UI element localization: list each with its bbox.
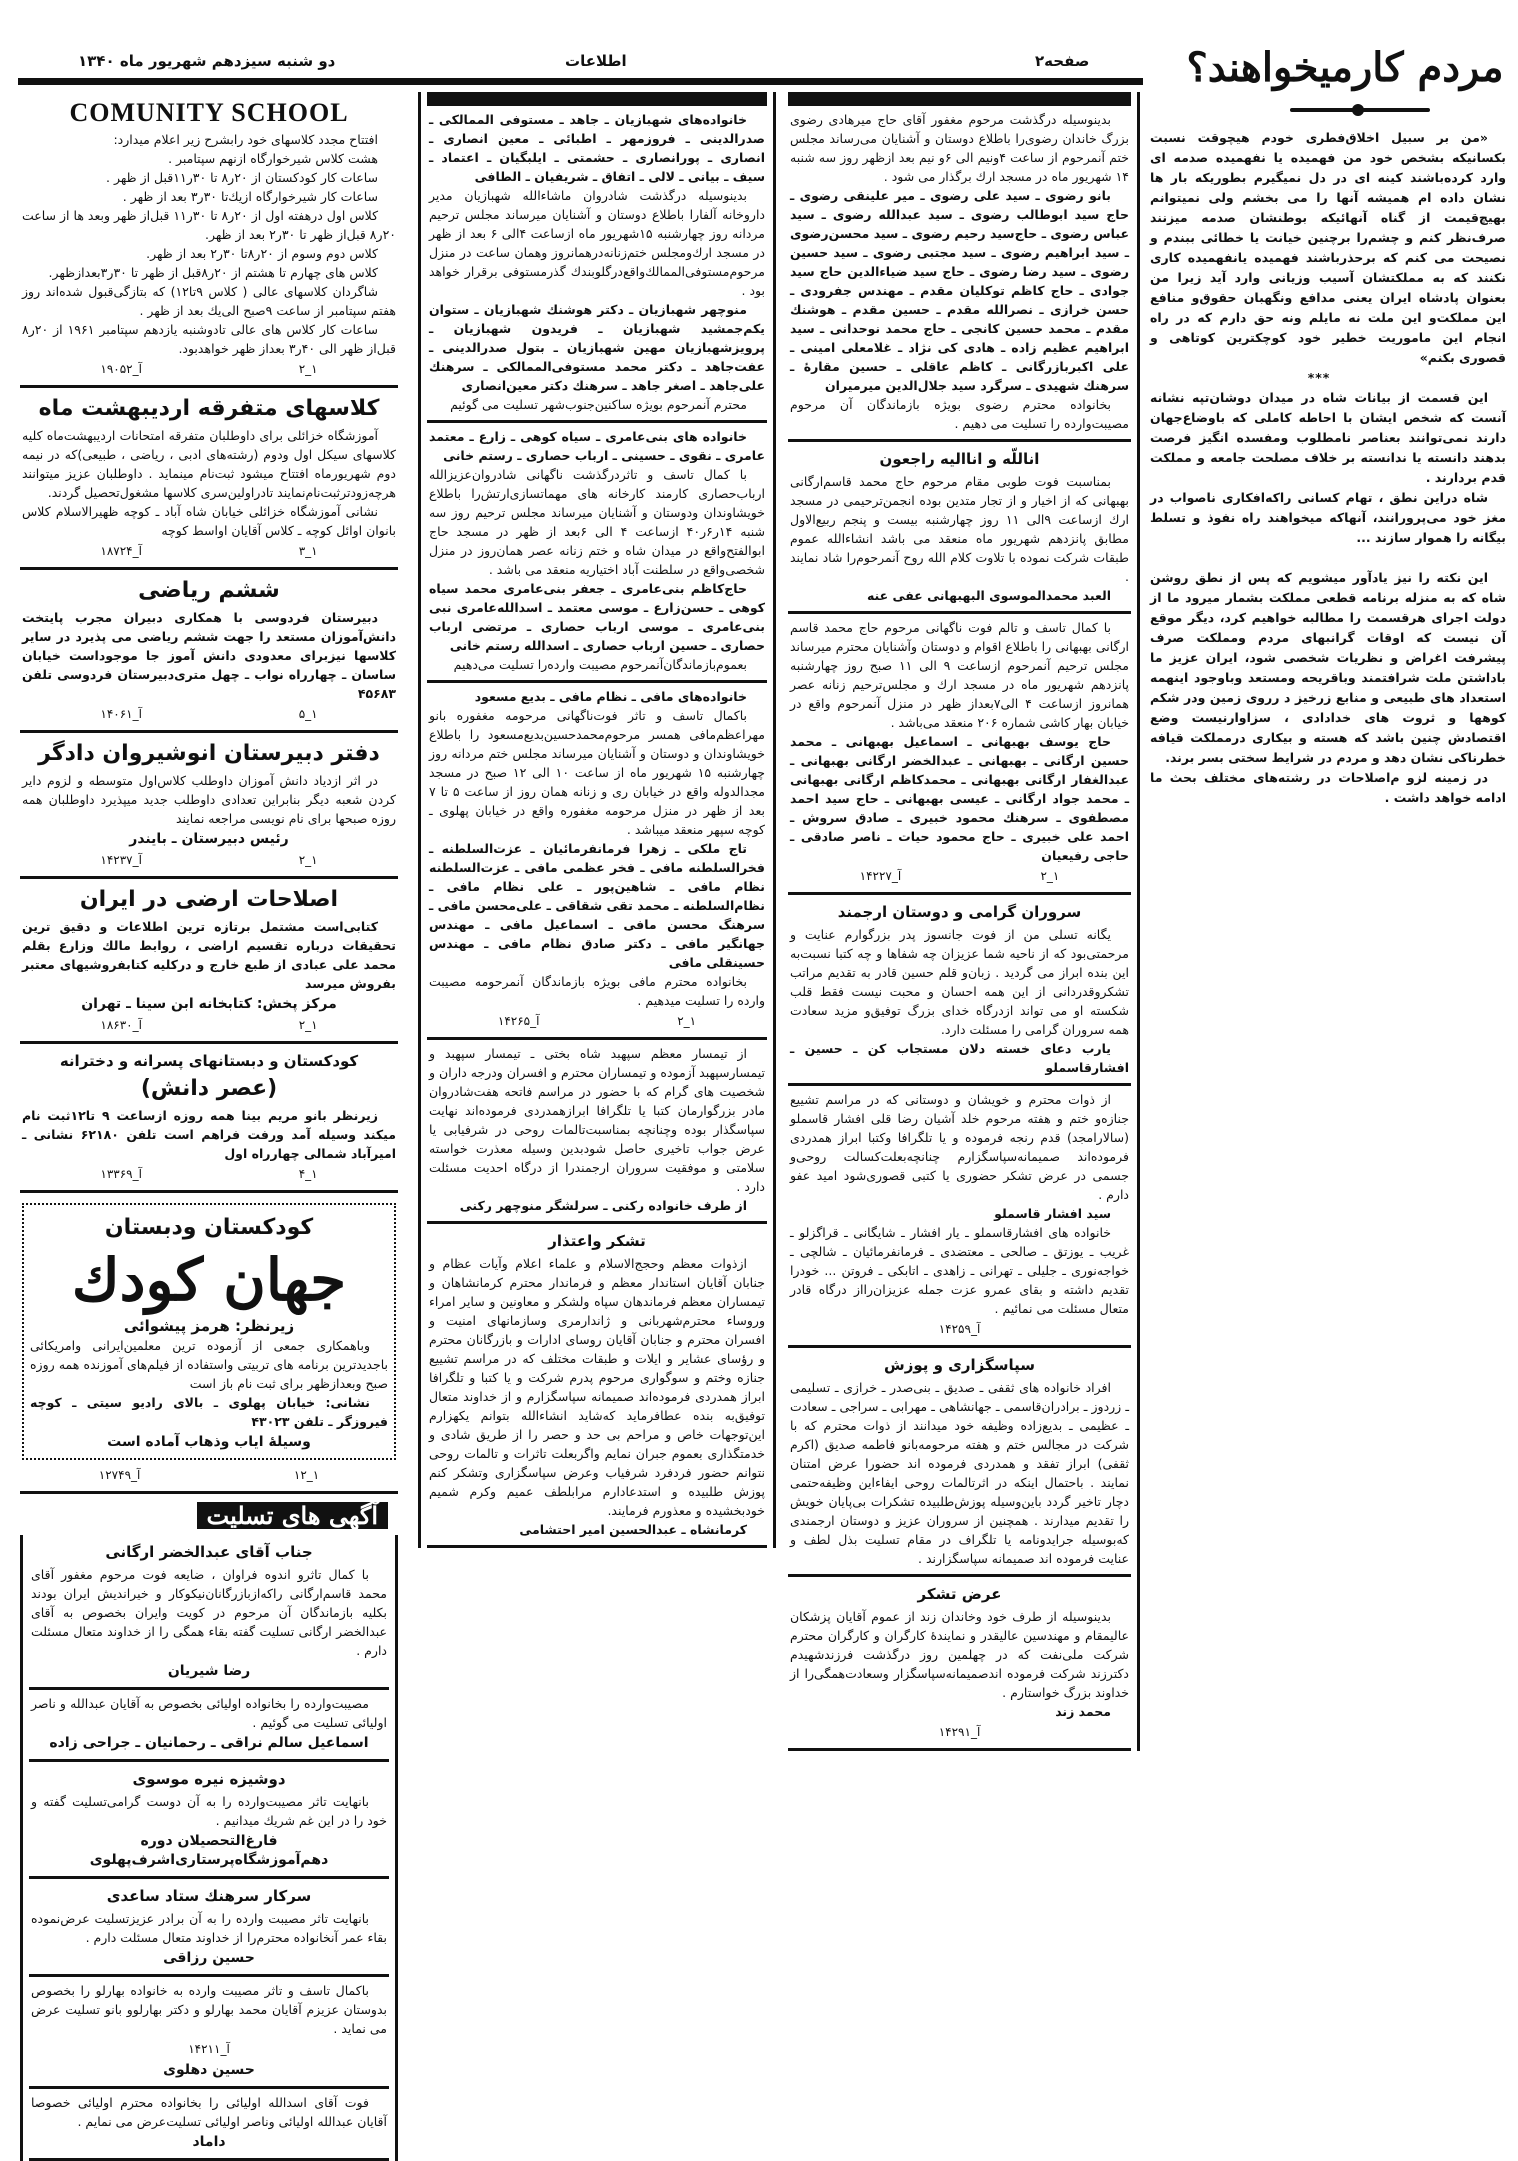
notice-body: با کمال تاسف و تالم فوت ناگهانی مرحوم حاج محمد قاسم ارگانی بهبهانی را باطلاع اقوام و دوستان وآشنایان محترم میرساند مجلس ترحیم آنمرحوم ازساعت ۹ الی ۱۱ صبح روز چهارشنبه پانزدهم شهریور ماه در مسجد ارك و مجلس‌ترحیم زنانه عصر همانروز ازساعت ۴ الی۷بعداز ظهر در منزل آنمرحوم واقع در خیابان بهار کاشی شماره ۲۰۶ منعقد می‌باشد .: [790, 620, 1129, 730]
ad-series: ۱_۴: [298, 1167, 318, 1181]
notice-signatories: حاج یوسف بهبهانی ـ اسماعیل بهبهانی ـ محمد حسین ارگانی ـ بهبهانی ـ عبدالخضر ارگانی بهبهانی ـ عبدالغفار ارگانی بهبهانی ـ محمدکاظم ارگانی بهبهانی ـ محمد جواد ارگانی ـ عیسی بهبهانی ـ حاج سید احمد مصطفوی ـ سرهنك محمود خبیری ـ صادق سروش ـ احمد علی خبیری ـ حاج محمود حیات ـ ناصر صادقی ـ حاجی رفیعیان: [790, 734, 1129, 863]
ad-title: جهان کودك: [71, 1246, 347, 1314]
ad-transport: وسیلهٔ ایاب وذهاب آماده است: [107, 1434, 311, 1450]
notice-body: با کمال تاسف و تاثردرگذشت ناگهانی شادروان‌عزیزالله ارباب‌حصاری کارمند کارخانه های مهماتسازی‌ارتش‌را باطلاع خویشاوندان ودوستان و آشنایان میرساند مجلس ترحیم روز سه شنبه ۱۴ر۶ر۴۰ ازساعت ۴ الی ۶بعد از ظهر در مسجد حاج ابوالفتح‌واقع در میدان شاه و ختم زنانه عصر همان‌روز در منزل شخصی‌واقع در سلطنت آباد اختیاریه منعقد می باشد .: [429, 467, 765, 577]
ad-line: ساعات کار شیرخوارگاه ازیك‌تا ۳۰ر۳ بعد از ظهر .: [122, 189, 378, 204]
ad-subtitle: (عصر دانش): [140, 1076, 278, 1101]
ad-title: کلاسهای متفرقه اردیبهشت ماه: [38, 396, 380, 421]
condolence-body: با کمال تاثرو اندوه فراوان ، ضایعه فوت مرحوم مغفور آقای محمد قاسم‌ارگانی راکه‌ازبازرگانان‌نیکوکار و خیراندیش ایران بودند بکلیه بازماندگان آن مرحوم در کویت وایران بخصوص به آقای عبدالخضر ارگانی تسلیت گفته بقاء همگی را از خداوند متعال مسئلت دارم .: [31, 1567, 387, 1658]
ad-series: ۱_۱۲: [293, 1468, 320, 1482]
ad-codes: [22, 705, 396, 724]
notice-closing: بخانواده محترم رضوی بویژه بازماندگان آن مرحوم مصیبت‌وارده را تسلیت می دهیم .: [790, 397, 1129, 431]
ad-codes: [790, 867, 1129, 886]
ornament-divider-icon: [1290, 108, 1430, 112]
condolence-banner-wrap: [20, 1494, 398, 1535]
notice: [788, 895, 1131, 1086]
notice: [427, 1224, 767, 1548]
notice-title: تشکر واعتذار: [548, 1232, 646, 1250]
ad-codes: [22, 1165, 396, 1184]
condolence-body: بانهایت تاثر مصیبت‌وارده را به آن دوست گرامی‌تسلیت گفته و خود را در این غم شریك میدانیم .: [31, 1794, 387, 1828]
ad-ordibehesht-classes: [20, 388, 398, 570]
ad-distributor: مرکز پخش: کتابخانه ابن سینا ـ تهران: [81, 996, 337, 1012]
newspaper-name: اطلاعات: [565, 52, 627, 70]
notice-body: افراد خانواده های ثقفی ـ صدیق ـ بنی‌صدر ـ خرازی ـ تسلیمی ـ زردوز ـ برادران‌قاسمی ـ جهانشاهی ـ مهرابی ـ سراجی ـ سعادت ـ عظیمی ـ بدیع‌زاده وظیفه خود میدانند از ذوات محترم که با شرکت در مجالس ختم و هفته مرحومه‌بانو فاطمه صدیق (اکرم ثقفی) ابراز تفقد و همدردی فرموده اند حضورا عرض امتنان نمایند . باحتمال اینکه در اثرتالمات روحی ایفاءاین وظیفه‌حتمی دچار تاخیر گردد باین‌وسیله پوزش‌طلبیده تشکرات بی‌پایان خویش را تقدیم میدارند . همچنین از سروران عزیز و دوستان ارجمندی که‌بوسیله جرایدونامه یا تلگراف در مقام تسلیت بذل لطف و عنایت فرموده اند صمیمانه سپاسگزارند .: [790, 1380, 1129, 1566]
ad-address: نشانی آموزشگاه خزائلی خیابان شاه آباد ـ کوچه ظهیرالاسلام کلاس بانوان اوائل کوچه ـ کلاس آقایان اواسط کوچه: [22, 504, 396, 538]
ad-series: ۱_۲: [298, 853, 318, 867]
ad-line: شاگردان کلاسهای عالی ( کلاس ۹تا۱۲) که بتازگی‌قبول شده‌اند روز هفتم سپتامبر از ساعت ۹صبح الی‌یك بعد از ظهر .: [22, 284, 396, 318]
notice-signatories: از طرف خانواده رکنی ـ سرلشگر منوچهر رکنی: [459, 1198, 747, 1213]
condolence-notice: [29, 1690, 389, 1762]
condolence-body: باکمال تاسف و تاثر مصیبت وارده به خانواده بهارلو را بخصوص بدوستان عزیزم آقایان محمد بهارلو و دکتر بهارلوو بانو تسلیت عرض می نماید .: [31, 1983, 387, 2036]
ad-signature: رئیس دبیرستان ـ بایندر: [129, 831, 289, 847]
notice-body: بدینوسیله از طرف خود وخاندان زند از عموم آقایان پزشکان عالیمقام و مهندسین عالیقدر و نمایندهٔ کارگران و کارگران محترم شرکت ملی‌نفت که در چهلمین روز درگذشت فرزندشهیدم دکترزند شرکت فرموده اندصمیمانه‌سپاسگزار وسعادت‌همگی‌را از خداوند بزرگ خواستارم .: [790, 1609, 1129, 1700]
condolence-signature: رضا شیریان: [167, 1663, 251, 1679]
ad-codes: [790, 1320, 1129, 1339]
condolence-notice: [29, 1762, 389, 1879]
ad-body: آموزشگاه خزائلی برای داوطلبان متفرقه امتحانات اردیبهشت‌ماه کلیه کلاسهای سیکل اول ودوم (رشته‌های ادبی ، ریاضی ، طبیعی)که در نیمه دوم شهریورماه افتتاح میشود ثبت‌نام مینماید . داوطلبان عزیز میتوانند هرچه‌زودترثبت‌نام‌نمایند تادراولین‌سری کلاسها مشغول‌تحصیل گردند.: [22, 428, 396, 500]
notice-closing: بعموم‌بازماندگان‌آنمرحوم مصیبت وارده‌را تسلیت می‌دهیم: [453, 657, 747, 672]
ad-code: آ_۱۳۳۶۹: [100, 1167, 142, 1181]
ad-codes: [22, 851, 396, 870]
ad-body: دبیرستان فردوسی با همکاری دبیران مجرب پایتخت دانش‌آموزان مستعد را جهت ششم ریاضی می پذیرد در سایر کلاسها نیزبرای معدودی دانش آموز جا موجوداست خیابان ساسان ـ چهارراه نواب ـ چهل متری‌دبیرستان فردوسی تلفن ۴۵۶۸۳: [22, 610, 396, 701]
notice-closing: خانواده های افشارقاسملو ـ یار افشار ـ شایگانی ـ قراگزلو ـ غریب ـ یوزتق ـ صالحی ـ معتضدی ـ فرمانفرمائیان ـ شالچی ـ خواجه‌نوری ـ جلیلی ـ تهرانی ـ زاهدی ـ اتابکی ـ فروتن ... خودرا تقدیم داشته و بقای عمرو عزت جمله عزیزان‌رااز درگاه قادر متعال مسئلت می نمائیم .: [790, 1225, 1129, 1316]
condolence-body: فوت آقای اسدالله اولیائی را بخانواده محترم اولیائی خصوصا آقایان عبدالله اولیائی وناصر اولیائی تسلیت‌عرض می نمایم .: [31, 2095, 387, 2129]
notice: [788, 1348, 1131, 1577]
ad-line: ساعات کار کلاس های عالی تادوشنبه یازدهم سپتامبر ۱۹۶۱ از ۲۰ر۸ قبل‌از ظهر الی ۴۰ر۳ بعداز ظهر خواهدبود.: [22, 322, 396, 356]
ad-series: ۱_۳: [298, 544, 318, 558]
condolence-title: سرکار سرهنك ستاد ساعدی: [106, 1887, 312, 1905]
ad-sixth-math: [20, 570, 398, 733]
ad-supervisor: زیرنظر: هرمز پیشوائی: [123, 1317, 295, 1335]
condolence-notice: [29, 2089, 389, 2161]
editorial-column: [1150, 128, 1506, 808]
notice-signatories: بانو رضوی ـ سید علی رضوی ـ میر علینقی رضوی ـ حاج سید ابوطالب رضوی ـ سید عبدالله رضوی ـ سید عباس رضوی ـ حاج‌سید رحیم رضوی ـ سید محسن‌رضوی ـ سید ابراهیم رضوی ـ سید مجتبی رضوی ـ سید حسین رضوی ـ سید رضا رضوی ـ حاج سید ضیاءالدین حاج سید جوادی ـ حاج کاظم توکلیان مقدم ـ مهندس جفرودی ـ حسن خرازی ـ نصرالله مقدم ـ حسین مقدم ـ هوشنك مقدم ـ محمد حسین کانجی ـ حاج محمد نوحدانی ـ سید ابراهیم عظیم زاده ـ هادی کی نژاد ـ غلامعلی امینی ـ علی اکبربازرگانی ـ کاظم عاقلی ـ حسین مقارهٔ ـ سرهنك شهیدی ـ سرگرد سید جلال‌الدین میرمیران: [790, 188, 1129, 393]
ad-code: آ_۱۹۰۵۲: [100, 362, 142, 376]
notices-column-3: [782, 92, 1140, 1751]
notice: [427, 683, 767, 1040]
notice: [427, 92, 767, 423]
ad-series: ۱_۲: [298, 1018, 318, 1032]
editorial-paragraph: ***: [1307, 370, 1331, 385]
ad-code: آ_۱۴۲۹۱: [938, 1725, 981, 1739]
notice: [788, 614, 1131, 895]
ad-body: زیرنظر بانو مریم بینا همه روزه ازساعت ۹ تا۱۲ثبت نام میکند وسیله آمد ورفت فراهم است تلفن ۶۲۱۸۰ نشانی ـ امیرآباد شمالی چهارراه اول: [22, 1108, 396, 1161]
issue-date: دو شنبه سیزدهم شهریور ماه ۱۳۴۰: [78, 52, 336, 70]
ad-line: کلاس های چهارم تا هشتم از ۲۰ر۸قبل از ظهر تا ۳۰ر۳بعدازظهر.: [48, 265, 378, 280]
ad-title: COMUNITY SCHOOL: [69, 98, 349, 127]
ad-code: آ_۱۴۲۲۷: [859, 869, 902, 883]
ad-code: آ_۱۴۲۵۹: [938, 1322, 981, 1336]
ad-series: ۱_۵: [298, 707, 318, 721]
starred-box: [22, 1203, 396, 1460]
condolence-banner: آگهی های تسلیت: [197, 1502, 388, 1529]
notice-closing: بخانواده محترم مافی بویژه بازماندگان آنمرحومه مصیبت وارده را تسلیت میدهیم .: [429, 974, 765, 1008]
ad-dadgar-school: [20, 733, 398, 879]
notice-signatories: حاج‌کاظم بنی‌عامری ـ جعفر بنی‌عامری محمد سیاه کوهی ـ حسن‌زارع ـ موسی معتمد ـ اسدالله‌عامری نبی بنی‌عامری ـ موسی ارباب حصاری ـ مرتضی ارباب حصاری ـ حسین ارباب حصاری ـ اسدالله رستم خانی: [429, 581, 765, 653]
notices-column-2: [418, 92, 776, 1548]
ad-codes: [790, 1723, 1129, 1742]
condolence-notice: [29, 1535, 389, 1690]
notice-body: بدینوسیله درگذشت شادروان ماشاءالله شهبازیان مدیر داروخانه آلفارا باطلاع دوستان و آشنایان میرساند مجلس ترحیم مردانه روز چهارشنبه ۱۵شهریور ماه ازساعت ۴الی ۶ بعد از ظهر در مسجد ارك‌ومجلس ختم‌زنانه‌درهمانروز وهمان ساعت در منزل مرحوم‌مستوفی‌الممالك‌واقع‌درگلوبندك گذرمستوفی برقرار خواهد بود .: [429, 188, 765, 298]
editorial-paragraph: این قسمت از بیانات شاه در میدان دوشان‌تپه نشانه آنست که شخص ایشان با احاطه کاملی که باوضاع‌جهان دارند نمی‌توانند بعناصر نامطلوب ومفسده انگیز فرصت بدهند دانسته یا ندانسته بر خلاف مصلحت جامعه و مملکت قدم بردارند .: [1150, 390, 1506, 485]
ad-line: افتتاح مجدد کلاسهای خود رابشرح زیر اعلام میدارد:: [113, 132, 378, 147]
ad-line: کلاس دوم وسوم از ۲۰ر۸تا ۳۰ر۲ بعد از ظهر.: [146, 246, 378, 261]
condolence-notice: [29, 1977, 389, 2089]
ad-series: ۱_۲: [1040, 869, 1060, 883]
notice-families: خانواده‌های مافی ـ نظام مافی ـ بدیع مسعود: [474, 689, 747, 704]
ad-title: دفتر دبیرستان انوشیروان دادگر: [38, 741, 380, 766]
ad-series: ۱_۲: [298, 362, 318, 376]
notice: [427, 423, 767, 683]
condolence-body: بانهایت تاثر مصیبت وارده را به آن برادر عزیزتسلیت عرض‌نموده بقاء عمر آنخانواده محترم‌را از خداوند متعال مسئلت دارم .: [31, 1911, 387, 1945]
editorial-title: مردم کارمیخواهند؟: [1186, 44, 1504, 91]
notice-title: عرض تشکر: [917, 1585, 1002, 1603]
condolence-list: [20, 1535, 398, 2161]
ad-code: آ_۱۸۶۳۰: [100, 1018, 142, 1032]
ad-title: اصلاحات ارضی در ایران: [79, 887, 339, 912]
notice-signatories: منوچهر شهبازیان ـ دکتر هوشنك شهبازیان ـ ستوان یکم‌جمشید شهبازیان ـ فریدون شهبازیان ـ پرویزشهبازیان مهین شهبازیان ـ بتول صدرالدینی ـ عفت‌جاهد ـ دکتر محمد مستوفی‌الممالکی ـ سرهنك علی‌جاهد ـ اصغر جاهد ـ سرهنك دکتر معین‌انصاری: [429, 302, 765, 393]
notice-body: ازذوات معظم وحجج‌الاسلام و علماء اعلام وآیات عظام و جنابان آقایان استاندار معظم و فرماندار محترم کرمانشاهان و تیمساران معظم فرماندهان سپاه ولشکر و معاونین و سایر امراء وروساء محترم‌شهربانی و ژاندارمری وسازمانهای امنیت و افسران محترم و جنابان آقایان روسای ادارات و بازرگانان محترم و رؤسای عشایر و ایلات و طبقات مختلف که در مراسم تشییع جنازه وختم و سوگواری مرحوم پدرم شرکت و یا کتبا و تلگرافا ابراز همدردی فرموده‌اند صمیمانه سپاسگزارم و از خداوند متعال توفیق‌به بنده عطافرماید که‌شاید انشاءالله بتوانم یکهزارم این‌توجهات خاص و مراحم بی حد و حصر را از طریق شادی و خدمتگذاری بعموم جبران نمایم واگربعلت تاثرات و تالمات روحی نتوانم حضور فردفرد شرفیاب وعرض سپاسگزاری وتشکر کنم پوزش طلبیده و استدعادارم مرابلطف عمیم وکرم شمیم خودبخشیده و معذورم فرمایند.: [429, 1256, 765, 1518]
notice-signatories: تاج ملکی ـ زهرا فرمانفرمائیان ـ عزت‌السلطنه ـ فخرالسلطنه مافی ـ فخر عظمی مافی ـ عزت‌السلطنه نظام مافی ـ شاهین‌پور ـ علی نظام مافی ـ نظام‌السلطنه ـ محمد تقی شقاقی ـ علی‌محسن مافی ـ سرهنگ محسن مافی ـ اسماعیل مافی ـ مهندس جهانگیر مافی ـ دکتر صادق نظام مافی ـ مهندس حسینقلی مافی: [429, 841, 765, 970]
notice-body: یگانه تسلی من از فوت جانسوز پدر بزرگوارم عنایت و مرحمتی‌بود که از ناحیه شما عزیزان چه شفاها و چه کتبا نسبت‌به این بنده ابراز می گردید . زبان‌و قلم حسین قادر به تقدیم مراتب تشکروقدردانی از این همه احسان و محبت نیست فقط قلب شکسته او می تواند ازدرگاه خدای بزرگ توفیق‌و مزید سعادت همه سروران گرامی را مسئلت دارد.: [790, 927, 1129, 1037]
ad-codes: [22, 542, 396, 561]
ad-kicker: کودکستان ودبستان: [104, 1215, 314, 1240]
ad-community-school: [20, 92, 398, 388]
notice-families: خانواده های بنی‌عامری ـ سیاه کوهی ـ زارع ـ معتمد عامری ـ نقوی ـ حسینی ـ ارباب حصاری ـ رستم خانی: [429, 429, 765, 463]
condolence-signature: فارغ‌التحصیلان دوره دهم‌آموزشگاه‌پرستاری‌اشرف‌پهلوی: [89, 1833, 329, 1868]
notice: [788, 1086, 1131, 1348]
notice-title: سروران گرامی و دوستان ارجمند: [837, 903, 1082, 921]
notice-title: اناللّه و انااليه راجعون: [879, 450, 1040, 468]
notice: [788, 442, 1131, 614]
condolence-notice: [29, 1879, 389, 1977]
ad-body: وباهمکاری جمعی از آزموده ترین معلمین‌ایرانی وامریکائی باجدیدترین برنامه های تربیتی واستفاده از فیلم‌های آموزنده همه روزه صبح وبعدازظهر برای ثبت نام باز است: [30, 1338, 388, 1391]
editorial-continuation-gap: [1150, 548, 1506, 568]
ad-body: کتابی‌است مشتمل برتازه ترین اطلاعات و دقیق ترین تحقیقات درباره تقسیم اراضی ، روابط مالك وزارع بقلم محمد علی عبادی از طبع خارج و درکلیه کتابفروشیهای معتبر بفروش میرسد: [22, 919, 396, 991]
editorial-closing: این نکته را نیز یادآور میشویم که پس از نطق روشن شاه که به منزله برنامه قطعی مملکت بشمار میرود ما از دولت اجرای هرقسمت را مطالبه خواهیم کرد، دیگر موقع آن نیست که اوقات گرانبهای مردم ومملکت صرف پیشرفت اغراض و نظریات شخصی شود، ایران عزیز ما باداشتن ملت شرافتمند وباقریحه ومستعد وباوجود اینهمه استعداد های طبیعی و منابع زرخیز د رروی زمین ودر شکم کوهها و ثروت های خدادادی ، سزاوارنیست وضع اقتصادش چنین باشد که هسته و بیکاری درمملکت قیافه خطرناکی نشان دهد و مردم در شرایط سختی بسر برند.: [1150, 570, 1506, 765]
notice-signatories: محمد زند: [1055, 1704, 1111, 1719]
ad-code: آ_۱۴۲۳۷: [100, 853, 142, 867]
condolence-signature: حسین رزاقی: [163, 1950, 255, 1966]
condolence-body: مصیبت‌وارده را بخانواده اولیائی بخصوص به آقایان عبدالله و ناصر اولیائی تسلیت می گوئیم .: [31, 1696, 387, 1730]
ad-code: آ_۱۴۲۱۱: [188, 2042, 230, 2056]
ad-title: کودکستان و دبستانهای پسرانه و دخترانه: [59, 1052, 359, 1070]
ad-code: آ_۱۴۲۶۵: [497, 1014, 540, 1028]
editorial-paragraph: شاه دراین نطق ، تهام کسانی راکه‌افکاری ناصواب در مغز خود می‌پرورانند، آنهاکه میخواهند راه نفوذ و تسلط بیگانه را هموار سازند ...: [1150, 490, 1506, 545]
ad-asre-danesh: [20, 1044, 398, 1193]
condolence-signature: اسماعیل سالم نراقی ـ رحمانیان ـ جراحی زاده: [49, 1735, 369, 1751]
notice-body: بمناسبت فوت طوبی مقام مرحوم حاج محمد قاسم‌ارگانی بهبهانی که از اخیار و از تجار متدین بوده انجمن‌ترحیمی در مسجد ارك ازساعت ۹الی ۱۱ روز چهارشنبه بیست و پنجم ربیع‌الاول مطابق پانزدهم شهریور ماه منعقد می باشد انشاءالله عموم طبقات شرکت نموده با تلاوت کلام الله روح آنمرحوم‌را شاد نمایند .: [790, 474, 1129, 584]
ad-codes: [22, 360, 396, 379]
ad-code: آ_۱۴۰۶۱: [100, 707, 142, 721]
notice-title: سپاسگزاری و پوزش: [884, 1356, 1035, 1374]
notice-families: خانواده‌های شهبازیان ـ جاهد ـ مستوفی الممالکی ـ صدرالدینی ـ فروزمهر ـ اطبائی ـ معین انصاری ـ انصاری ـ پورانصاری ـ حشمتی ـ ایلبگیان ـ اعتماد ـ سیف ـ بیانی ـ لالی ـ اتفاق ـ شریفیان ـ الطافی: [429, 112, 765, 184]
ad-line: هشت کلاس شیرخوارگاه ازنهم سپتامبر .: [168, 151, 378, 166]
ad-address: نشانی: خیابان پهلوی ـ بالای رادیو سیتی ـ کوچه فیروزگر ـ تلفن ۴۳۰۲۳: [30, 1395, 388, 1429]
editorial-paragraph: «من بر سبیل اخلاق‌فطری خودم هیچوقت نسبت بکسانیکه بشخص خود من فهمیده یا نفهمیده صدمه ای وارد کرده‌باشند کینه ای در دل نمیگیرم بطوریکه بار ها نشان داده ام همیشه آنها را می بخشم ولی نمیتوانم بهیچ‌قیمت از گناه آنهائیکه بوطنشان صدمه میزنند صرف‌نظر کنم و چشم‌را برچنین خیانت یا خطائی ببندم و نصیحت می کنم که برحذرباشند فهمیده یانفهمیده کاری نکنند که به مملکتشان آسیب وزیانی وارد آید زیرا من بعنوان پادشاه ایران یعنی مدافع ونگهبان حقوق‌و منافع این مملکت‌و این ملت نه مایلم ونه حق دارم که در راه انجام این ماموریت خطیر خود کوچکترین کوتاهی و قصوری بکنم»: [1150, 130, 1506, 365]
notice-body: بدینوسیله درگذشت مرحوم مغفور آقای حاج میرهادی رضوی بزرگ خاندان رضوی‌را باطلاع دوستان و آشنایان می‌رساند مجلس ختم آنمرحوم از ساعت ۴ونیم الی ۶و نیم بعد ازظهر روز سه شنبه ۱۴ شهریور ماه در مسجد ارك برگذار می شود .: [790, 112, 1129, 184]
editorial-closing: در زمینه لزو م‌اصلاحات در رشته‌های مختلف بحث ما ادامه خواهد داشت .: [1150, 770, 1506, 805]
ad-code: آ_۱۸۷۲۴: [100, 544, 142, 558]
condolence-signature: حسین دهلوی: [163, 2062, 255, 2078]
ad-line: کلاس اول درهفته اول از ۲۰ر۸ تا ۳۰ر۱۱ قبل‌از ظهر وبعد ها از ساعت ۲۰ر۸ قبل‌از ظهر تا ۳۰ر۲ بعد از ظهر.: [22, 208, 396, 242]
ad-series: ۱_۲: [677, 1014, 697, 1028]
condolence-title: جناب آقای عبدالخضر ارگانی: [105, 1543, 313, 1561]
notice-signatories: کرمانشاه ـ عبدالحسین امیر احتشامی: [519, 1522, 747, 1537]
ad-line: ساعات کار کودکستان از ۲۰ر۸ تا ۳۰ر۱۱قبل از ظهر .: [106, 170, 378, 185]
ads-column: [20, 92, 398, 2161]
condolence-signature: داماد: [192, 2134, 226, 2150]
header-rule: [18, 78, 1143, 85]
ad-title: ششم ریاضی: [138, 578, 280, 603]
condolence-title: دوشیزه نیره موسوی: [132, 1770, 286, 1788]
notice: [788, 1577, 1131, 1751]
ad-jahan-koodak: [20, 1193, 398, 1494]
ad-land-reform-book: [20, 879, 398, 1044]
ad-codes: [429, 1012, 765, 1031]
ad-codes: [22, 1016, 396, 1035]
notice-body: از تیمسار معظم سپهبد شاه بختی ـ تیمسار سپهبد و تیمسارسپهبد آزموده و تیمساران محترم و افسران ودرجه داران و شخصیت های گرام که با حضور در مراسم فاتحه هفت‌شادروان مادر بزرگوارمان کتبا یا تلگرافا ابرازهمدردی فرموده‌اند نهایت سپاسگذار بوده وچنانچه بمناسبت‌تالمات روحی در شرفیابی یا عرض جواب تاخیری حاصل شودبدین وسیله معذرت خواسته سلامتی و موفقیت سروران ارجمندرا از درگاه احدیت مسئلت دارد .: [429, 1046, 765, 1194]
notice: [427, 1040, 767, 1224]
ad-body: در اثر ازدیاد دانش آموزان داوطلب کلاس‌اول متوسطه و لزوم دایر کردن شعبه دیگر بنابراین تعدادی داوطلب جدید میپذیرد داوطلبان همه روزه صبحها برای نام نویسی مراجعه نمایند: [22, 773, 396, 826]
notice-body: از ذوات محترم و خویشان و دوستانی که در مراسم تشییع جنازه‌و ختم و هفته مرحوم خلد آشیان رضا قلی افشار قاسملو (سالارامجد) قدم رنجه فرموده و یا تلگرافا وکتبا ابراز همدردی فرموده‌اند صمیمانه‌سپاسگزارم چنانچه‌بعلت‌کسالت روحی‌و جسمی در عرض تشکر حضوری یا کتبی قصوری‌شود امید عفو دارم .: [790, 1092, 1129, 1202]
ad-code: آ_۱۲۷۴۹: [98, 1468, 141, 1482]
notice: [788, 92, 1131, 442]
notice-signatories: یارب دعای خسته دلان مستجاب کن ـ حسین ـ افشارقاسملو: [790, 1041, 1129, 1075]
notice-closing: محترم آنمرحوم بویژه ساکنین‌جنوب‌شهر تسلیت می گوئیم: [450, 397, 747, 412]
notice-signatories: العبد محمدالموسوی البهبهانی عفی عنه: [866, 588, 1111, 603]
notice-signatories: سید افشار قاسملو: [994, 1206, 1111, 1221]
page-number: صفحه۲: [1035, 52, 1090, 70]
ad-codes: [22, 1466, 396, 1485]
notice-body: باکمال تاسف و تاثر فوت‌ناگهانی مرحومه مغفوره بانو مهراعظم‌مافی همسر مرحوم‌محمدحسین‌بدیع‌مسعود را باطلاع خویشاوندان و دوستان و آشنایان میرساند مجلس ختم مردانه روز چهارشنبه ۱۵ شهریور ماه از ساعت ۱۰ الی ۱۲ صبح در مسجد مجدالدوله واقع در خیابان ری و زنانه همان روز از ساعت ۵ تا ۷ بعد از ظهر در منزل مرحومه مغفوره واقع در خیابان پهلوی ـ کوچه سپهر منعقد میباشد .: [429, 708, 765, 837]
